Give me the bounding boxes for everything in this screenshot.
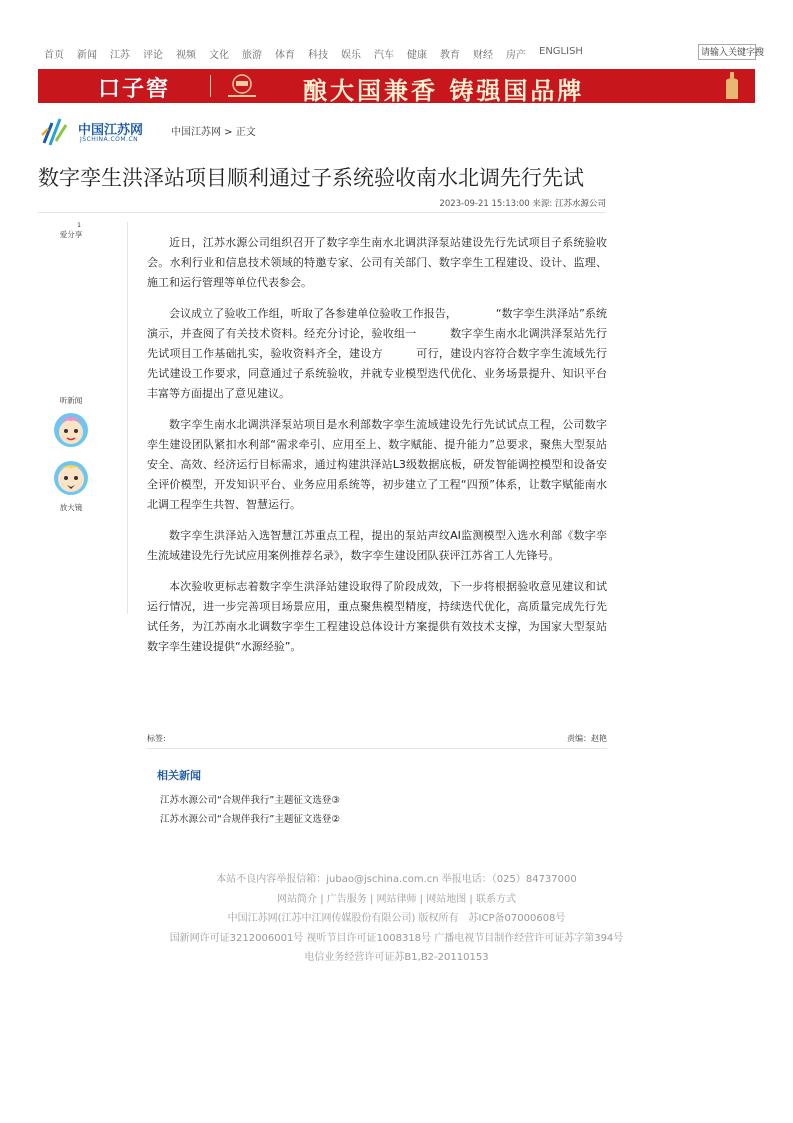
nav-link[interactable]: 旅游 xyxy=(242,49,262,61)
banner-divider xyxy=(210,75,211,97)
nav-link[interactable]: 科技 xyxy=(308,49,328,61)
footer-copyright: 中国江苏网(江苏中江网传媒股份有限公司) 版权所有 苏ICP备07000608号 xyxy=(227,913,566,924)
article-datetime: 2023-09-21 15:13:00 xyxy=(439,199,530,209)
nav-link[interactable]: 江苏 xyxy=(110,49,130,61)
link-separator: | xyxy=(366,893,377,905)
footer-link[interactable]: 网站简介 xyxy=(277,893,318,905)
footer-links xyxy=(0,890,793,910)
banner-ad[interactable] xyxy=(38,69,755,103)
nav-link[interactable]: 首页 xyxy=(44,49,64,61)
article-title: 数字孪生洪泽站项目顺利通过子系统验收南水北调先行先试 xyxy=(38,166,584,190)
side-tools xyxy=(50,222,92,513)
nav-link[interactable]: 房产 xyxy=(506,49,526,61)
footer-link[interactable]: 联系方式 xyxy=(475,893,516,905)
site-footer xyxy=(0,870,793,968)
bottle-icon xyxy=(721,71,743,101)
footer-link[interactable]: 广告服务 xyxy=(326,893,367,905)
nav-link[interactable]: 汽车 xyxy=(374,49,394,61)
related-news-item[interactable]: 江苏水源公司“合规伴我行”主题征文选登② xyxy=(160,814,340,825)
cctv-badge-icon xyxy=(224,73,260,99)
article-paragraph: 近日，江苏水源公司组织召开了数字孪生南水北调洪泽泵站建设先行先试项目子系统验收会。水利行业和信息技术领域的特邀专家、公司有关部门、数字孪生工程建设、设计、监理、施工和运行管理等单位代表参会。 xyxy=(147,236,607,289)
nav-links xyxy=(44,46,596,61)
footer-telecom: 电信业务经营许可证苏B1,B2-20110153 xyxy=(304,952,489,963)
article-paragraph: 数字孪生南水北调洪泽泵站项目是水利部数字孪生流域建设先行先试试点工程，公司数字孪生建设团队紧扣水利部“需求牵引、应用至上、数字赋能、提升能力”总要求，聚焦大型泵站安全、高效、经济运行目标需求，通过构建洪泽站L3级数据底板，研发智能调控模型和设备安全评价模型，开发知识平台、业务应用系统等，初步建立了工程“四预”体系，让数字赋能南水北调工程孪生共智、智慧运行。 xyxy=(147,418,607,511)
related-news-item[interactable]: 江苏水源公司“合规伴我行”主题征文选登③ xyxy=(160,795,340,806)
logo-mark-icon xyxy=(40,115,74,147)
share-count: 1 xyxy=(77,222,81,229)
related-news-list xyxy=(160,791,340,829)
magnifier-mascot-icon[interactable] xyxy=(51,457,91,497)
article-source[interactable]: 江苏水源公司 xyxy=(554,199,606,209)
banner-slogan: 酿大国兼香 铸强国品牌 xyxy=(303,76,585,105)
divider xyxy=(38,212,606,213)
listen-news-icon[interactable] xyxy=(51,409,91,449)
share-button[interactable]: 爱分享 xyxy=(59,230,83,239)
footer-link[interactable]: 网站地图 xyxy=(426,893,467,905)
nav-link[interactable]: 新闻 xyxy=(77,49,97,61)
article-meta xyxy=(439,197,606,209)
nav-link[interactable]: 教育 xyxy=(440,49,460,61)
divider xyxy=(147,748,607,749)
link-separator: | xyxy=(416,893,427,905)
editor-label: 责编：赵艳 xyxy=(567,734,607,743)
zoom-label: 放大镜 xyxy=(59,503,83,512)
article-paragraph: 本次验收更标志着数字孪生洪泽站建设取得了阶段成效，下一步将根据验收意见建议和试运行情况，进一步完善项目场景应用，重点聚焦模型精度，持续迭代优化，高质量完成先行先试任务，为江苏南水北调数字孪生工程建设总体设计方案提供有效技术支撑，为国家大型泵站数字孪生建设提供“水源经验”。 xyxy=(147,580,607,653)
footer-report: 本站不良内容举报信箱：jubao@jschina.com.cn 举报电话：（025）84737000 xyxy=(216,874,577,885)
nav-link[interactable]: 体育 xyxy=(275,49,295,61)
search-input[interactable]: 请输入关键字搜 xyxy=(698,44,756,60)
nav-link[interactable]: 财经 xyxy=(473,49,493,61)
article-paragraph: 数字孪生洪泽站入选智慧江苏重点工程，提出的泵站声纹AI监测模型入选水利部《数字孪生流域建设先行先试应用案例推荐名录》，数字孪生建设团队获评江苏省工人先锋号。 xyxy=(147,529,607,562)
side-divider xyxy=(127,222,128,614)
site-logo[interactable] xyxy=(40,115,160,147)
link-separator: | xyxy=(317,893,327,905)
nav-link[interactable]: 文化 xyxy=(209,49,229,61)
top-nav xyxy=(44,44,756,62)
article-body xyxy=(147,233,607,668)
tags-label: 标签: xyxy=(147,734,166,743)
link-separator: | xyxy=(466,893,476,905)
nav-link[interactable]: 视频 xyxy=(176,49,196,61)
logo-name: 中国江苏网 xyxy=(78,123,144,138)
nav-link[interactable]: 评论 xyxy=(143,49,163,61)
footer-link[interactable]: 网站律师 xyxy=(376,893,417,905)
source-label: 来源: xyxy=(532,199,553,209)
nav-link[interactable]: ENGLISH xyxy=(539,45,583,57)
nav-link[interactable]: 娱乐 xyxy=(341,49,361,61)
logo-domain: JSCHINA.COM.CN xyxy=(80,136,139,143)
related-news-title: 相关新闻 xyxy=(157,769,201,782)
breadcrumb[interactable]: 中国江苏网 > 正文 xyxy=(171,127,256,138)
listen-label: 听新闻 xyxy=(59,396,83,405)
article-footer xyxy=(147,733,607,744)
article-paragraph: 会议成立了验收工作组，听取了各参建单位验收工作报告， “数字孪生洪泽站”系统演示，并查阅了有关技术资料。经充分讨论，验收组一 数字孪生南水北调洪泽泵站先行先试项目工作基础扎实，验收资料齐全，建设方 可行，建设内容符合数字孪生流域先行先试建设工作要求，同意通过子系统验收，并就专业模型迭代优化、业务场景提升、知识平台丰富等方面提出了意见建议。 xyxy=(147,307,607,400)
footer-licenses: 国新网许可证3212006001号 视听节目许可证1008318号 广播电视节目制作经营许可证苏字第394号 xyxy=(169,932,624,944)
banner-brand: 口子窖 xyxy=(98,76,171,102)
nav-link[interactable]: 健康 xyxy=(407,49,427,61)
